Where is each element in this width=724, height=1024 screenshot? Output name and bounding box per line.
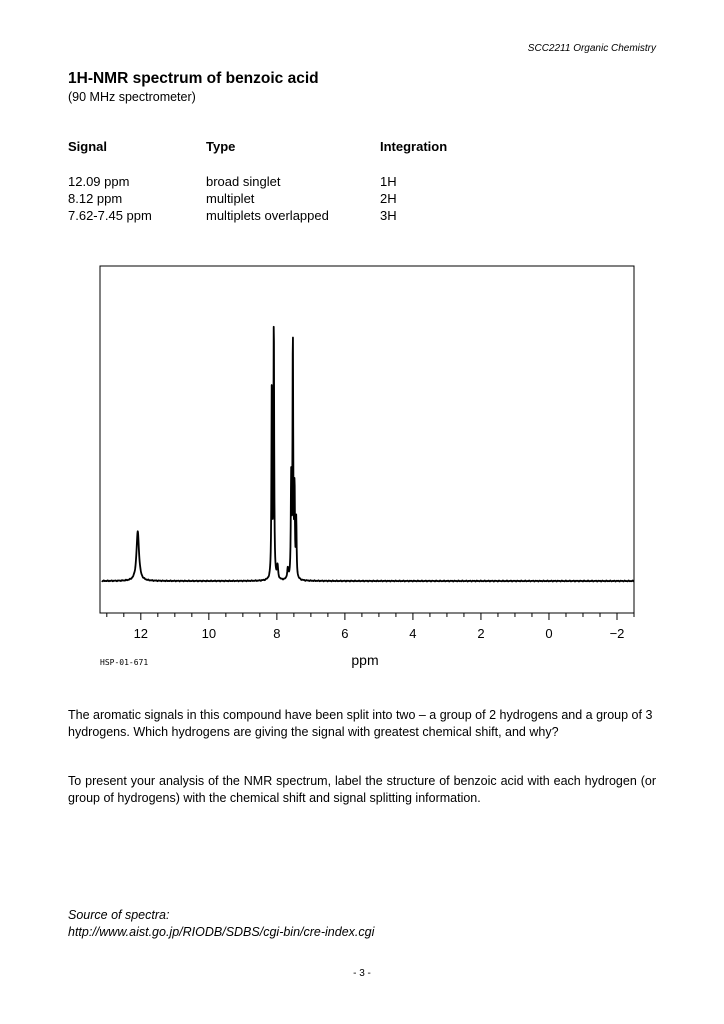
x-tick-label: −2 — [609, 626, 625, 641]
nmr-spectrum-chart — [90, 260, 650, 680]
x-tick-label: 8 — [273, 626, 281, 641]
course-header: SCC2211 Organic Chemistry — [527, 43, 656, 54]
cell-type: broad singlet — [206, 174, 281, 189]
instruction-paragraph: To present your analysis of the NMR spectrum, label the structure of benzoic acid with each hydrogen (or group of hydrogens) with the chemical shift and signal splitting information. — [68, 774, 656, 805]
header-integration: Integration — [380, 139, 448, 154]
page-subtitle: (90 MHz spectrometer) — [68, 90, 196, 104]
cell-integration: 1H — [380, 174, 397, 189]
cell-type: multiplets overlapped — [206, 208, 329, 223]
cell-signal: 7.62-7.45 ppm — [68, 208, 152, 223]
header-signal: Signal — [68, 139, 108, 154]
x-tick-label: 6 — [341, 626, 349, 641]
x-tick-label: 12 — [133, 626, 149, 641]
page-number: - 3 - — [353, 968, 371, 979]
x-tick-label: 0 — [545, 626, 553, 641]
x-tick-label: 2 — [477, 626, 485, 641]
x-tick-label: 10 — [201, 626, 217, 641]
spectrum-code-label: HSP-01-671 — [100, 658, 149, 667]
source-label: Source of spectra: — [68, 908, 170, 922]
x-axis-label: ppm — [351, 652, 379, 668]
source-block — [68, 907, 374, 941]
x-tick-label: 4 — [409, 626, 417, 641]
cell-signal: 12.09 ppm — [68, 174, 130, 189]
cell-integration: 3H — [380, 208, 397, 223]
source-url: http://www.aist.go.jp/RIODB/SDBS/cgi-bin/cre-index.cgi — [68, 925, 375, 939]
page-title: 1H-NMR spectrum of benzoic acid — [68, 70, 319, 87]
header-type: Type — [206, 139, 236, 154]
spectrum-trace — [102, 327, 634, 582]
plot-frame — [100, 266, 634, 613]
cell-integration: 2H — [380, 191, 397, 206]
question-paragraph: The aromatic signals in this compound have been split into two – a group of 2 hydrogens and a group of 3 hydrogens. Which hydrogens are giving the signal with greatest chemical shift, and why? — [68, 708, 653, 739]
cell-signal: 8.12 ppm — [68, 191, 123, 206]
cell-type: multiplet — [206, 191, 255, 206]
